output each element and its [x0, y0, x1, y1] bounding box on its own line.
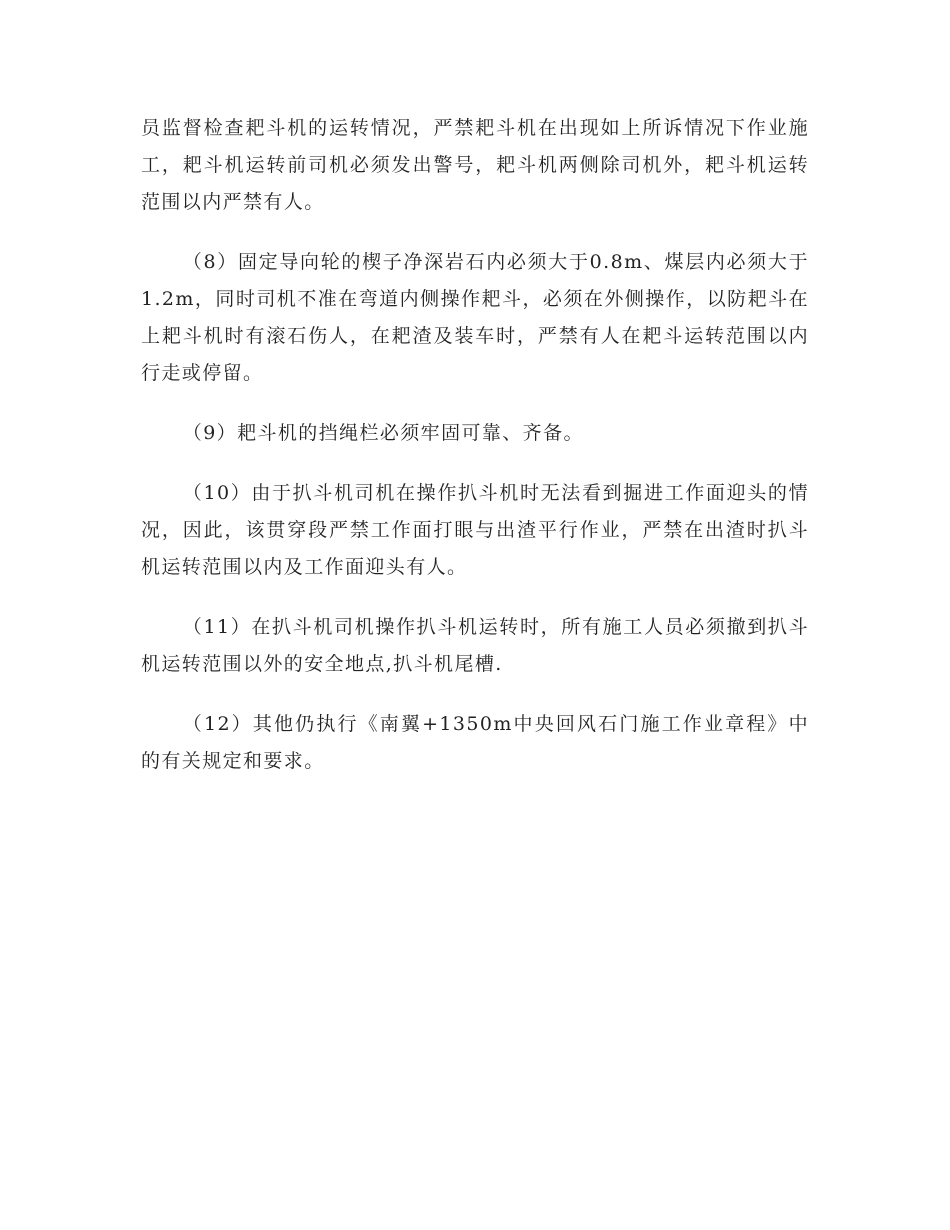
paragraph-item-12: （12）其他仍执行《南翼+1350m中央回风石门施工作业章程》中的有关规定和要求。: [141, 713, 809, 772]
paragraph-continued: 员监督检查耙斗机的运转情况，严禁耙斗机在出现如上所诉情况下作业施工，耙斗机运转前司机必须发出警号，耙斗机两侧除司机外，耙斗机运转范围以内严禁有人。: [141, 117, 809, 213]
paragraph-item-10: （10）由于扒斗机司机在操作扒斗机时无法看到掘进工作面迎头的情况，因此，该贯穿段严禁工作面打眼与出渣平行作业，严禁在出渣时扒斗机运转范围以内及工作面迎头有人。: [141, 482, 809, 578]
paragraph-item-11: （11）在扒斗机司机操作扒斗机运转时，所有施工人员必须撤到扒斗机运转范围以外的安全地点,扒斗机尾槽.: [141, 616, 809, 675]
paragraph-item-8: （8）固定导向轮的楔子净深岩石内必须大于0.8m、煤层内必须大于1.2m，同时司机不准在弯道内侧操作耙斗，必须在外侧操作，以防耙斗在上耙斗机时有滚石伤人，在耙渣及装车时，严禁有人在耙斗运转范围以内行走或停留。: [141, 251, 809, 384]
paragraph-item-9: （9）耙斗机的挡绳栏必须牢固可靠、齐备。: [182, 422, 584, 444]
document-page: [141, 110, 809, 803]
